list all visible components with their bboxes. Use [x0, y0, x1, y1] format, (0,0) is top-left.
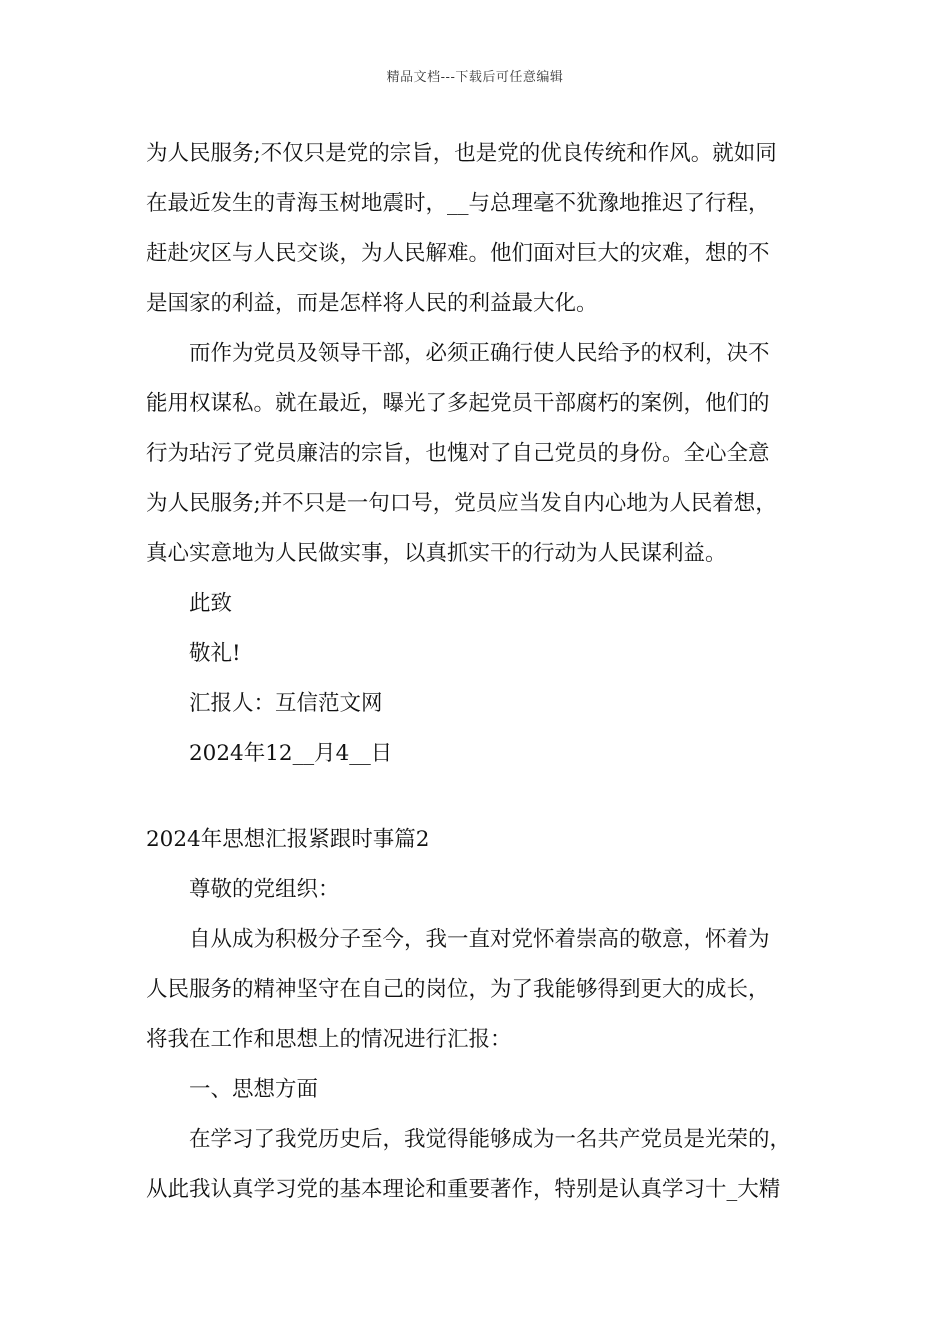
- section-title: 2024年思想汇报紧跟时事篇2: [146, 827, 430, 852]
- paragraph-line: 从此我认真学习党的基本理论和重要著作，特别是认真学习十_大精: [146, 1177, 781, 1202]
- paragraph-line: 赶赴灾区与人民交谈，为人民解难。他们面对巨大的灾难，想的不: [146, 241, 770, 266]
- paragraph-line: 在最近发生的青海玉树地震时，__与总理毫不犹豫地推迟了行程，: [146, 191, 770, 216]
- date-line: 2024年12__月4__日: [189, 741, 393, 766]
- paragraph-line: 在学习了我党历史后，我觉得能够成为一名共产党员是光荣的，: [189, 1127, 792, 1152]
- paragraph-line: 自从成为积极分子至今，我一直对党怀着崇高的敬意，怀着为: [189, 927, 770, 952]
- reporter-line: 汇报人：互信范文网: [189, 691, 383, 716]
- paragraph-line: 能用权谋私。就在最近，曝光了多起党员干部腐朽的案例，他们的: [146, 391, 770, 416]
- paragraph-line: 将我在工作和思想上的情况进行汇报：: [146, 1027, 512, 1052]
- document-body: [146, 129, 826, 1215]
- paragraph-line: 是国家的利益，而是怎样将人民的利益最大化。: [146, 291, 598, 316]
- paragraph-line: 人民服务的精神坚守在自己的岗位，为了我能够得到更大的成长，: [146, 977, 770, 1002]
- paragraph-line: 行为玷污了党员廉洁的宗旨，也愧对了自己党员的身份。全心全意: [146, 441, 770, 466]
- paragraph-line: 真心实意地为人民做实事，以真抓实干的行动为人民谋利益。: [146, 541, 727, 566]
- closing-text: 此致: [189, 591, 233, 616]
- greeting-line: 尊敬的党组织：: [189, 877, 340, 902]
- paragraph-line: 为人民服务;并不只是一句口号，党员应当发自内心地为人民着想，: [146, 491, 777, 516]
- paragraph-line: 而作为党员及领导干部，必须正确行使人民给予的权利，决不: [189, 341, 770, 366]
- section-heading: 一、思想方面: [189, 1077, 319, 1102]
- salute-text: 敬礼!: [189, 641, 241, 666]
- section-gap: [146, 779, 826, 815]
- page-header: 精品文档---下载后可任意编辑: [386, 70, 564, 85]
- paragraph-line: 为人民服务;不仅只是党的宗旨，也是党的优良传统和作风。就如同: [146, 141, 777, 166]
